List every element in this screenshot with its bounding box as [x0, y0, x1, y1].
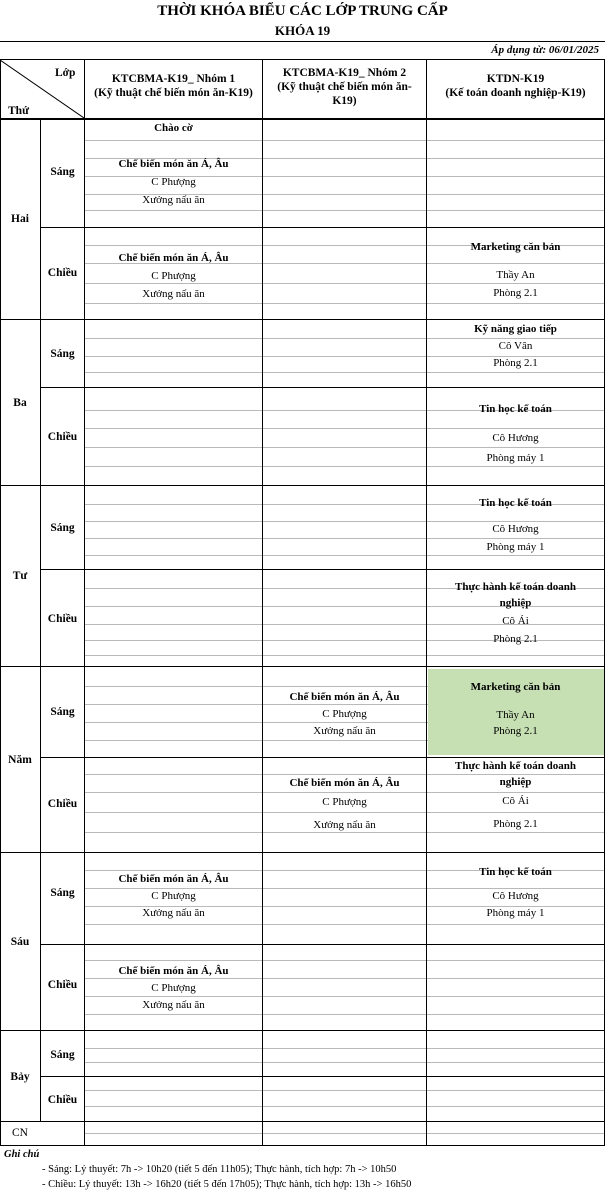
- subject: Chế biến món ăn Á, Âu: [118, 158, 229, 170]
- cell-sau-sang-c3: [427, 865, 604, 920]
- subject-cont: nghiệp: [499, 776, 532, 788]
- room: Phòng máy 1: [486, 907, 545, 919]
- header-diagonal: [0, 60, 84, 118]
- header-thu: Thứ: [8, 105, 29, 117]
- teacher: Cô Ái: [502, 615, 529, 627]
- row-line: [84, 924, 605, 925]
- teacher: C Phượng: [151, 890, 196, 902]
- room: Phòng 2.1: [493, 818, 538, 830]
- session-label-ba-chieu: Chiều: [47, 431, 78, 443]
- row-line: [84, 655, 605, 656]
- teacher: Cô Hương: [492, 432, 539, 444]
- header-col3-name: (Kế toán doanh nghiệp-K19): [445, 87, 586, 99]
- room: Xưởng nấu ăn: [313, 819, 376, 831]
- header-col3-code: KTDN-K19: [486, 73, 545, 85]
- session-label-ba-sang: Sáng: [50, 348, 75, 360]
- cell-hai-sang-c1: [85, 121, 262, 207]
- session-separator: [40, 569, 605, 570]
- row-line: [84, 1062, 605, 1063]
- subject: Marketing căn bản: [470, 681, 561, 693]
- header-bottom-border: [0, 118, 605, 120]
- note-line: - Sáng: Lý thuyết: 7h -> 10h20 (tiết 5 đến 11h05); Thực hành, tích hợp: 7h -> 10h50: [42, 1164, 397, 1175]
- note-line: - Chiều: Lý thuyết: 13h -> 16h20 (tiết 5 đến 17h05); Thực hành, tích hợp: 13h -> 16h50: [42, 1179, 412, 1190]
- day-separator: [0, 485, 605, 486]
- room: Xưởng nấu ăn: [142, 907, 205, 919]
- cell-tu-chieu-c3: [427, 580, 604, 646]
- room: Xưởng nấu ăn: [313, 725, 376, 737]
- session-label-bay-chieu: Chiều: [47, 1094, 78, 1106]
- row-line: [84, 832, 605, 833]
- cell-nam-sang-c2: [263, 690, 426, 738]
- session-label-nam-chieu: Chiều: [47, 798, 78, 810]
- day-separator: [0, 319, 605, 320]
- subject: Tin học kế toán: [479, 866, 552, 878]
- cell-sau-chieu-c1: [85, 964, 262, 1012]
- session-separator: [40, 227, 605, 228]
- header-col2-name2: K19): [332, 95, 357, 107]
- teacher: C Phượng: [151, 982, 196, 994]
- row-line: [84, 1090, 605, 1091]
- row-line: [84, 210, 605, 211]
- col-1-2: [262, 59, 263, 1145]
- session-label-tu-chieu: Chiều: [47, 613, 78, 625]
- notes: [4, 1147, 411, 1192]
- cell-hai-chieu-c1: [85, 251, 262, 301]
- row-line: [84, 466, 605, 467]
- cell-nam-chieu-c2: [263, 776, 426, 832]
- row-line: [84, 303, 605, 304]
- day-label-hai: Hai: [11, 213, 29, 225]
- room: Phòng 2.1: [493, 725, 538, 737]
- session-label-sau-chieu: Chiều: [47, 979, 78, 991]
- session-label-nam-sang: Sáng: [50, 706, 75, 718]
- cell-hai-chieu-c3: [427, 240, 604, 300]
- header-col1: [85, 72, 262, 100]
- session-label-hai-sang: Sáng: [50, 166, 75, 178]
- cell-ba-chieu-c3: [427, 402, 604, 465]
- room: Phòng 2.1: [493, 287, 538, 299]
- day-label-sau: Sáu: [10, 936, 30, 948]
- teacher: C Phượng: [322, 796, 367, 808]
- session-separator: [40, 387, 605, 388]
- subject: Chế biến món ăn Á, Âu: [118, 873, 229, 885]
- room: Phòng máy 1: [486, 452, 545, 464]
- notes-heading: Ghi chú: [4, 1149, 40, 1160]
- session-label-sau-sang: Sáng: [50, 887, 75, 899]
- cell-nam-sang-c3: [427, 680, 604, 738]
- day-label-ba: Ba: [13, 397, 27, 409]
- subject: Chế biến món ăn Á, Âu: [118, 965, 229, 977]
- session-separator: [40, 757, 605, 758]
- header-col3: [427, 72, 604, 100]
- teacher: Cô Hương: [492, 523, 539, 535]
- flag-ceremony: Chào cờ: [154, 122, 193, 134]
- subject: Tin học kế toán: [479, 403, 552, 415]
- teacher: Cô Vân: [498, 340, 533, 352]
- row-line: [84, 1048, 605, 1049]
- header-col1-name: (Kỹ thuật chế biến món ăn-K19): [94, 87, 253, 99]
- day-separator: [0, 1121, 605, 1122]
- row-line: [84, 1133, 605, 1134]
- room: Xưởng nấu ăn: [142, 288, 205, 300]
- session-label-tu-sang: Sáng: [50, 522, 75, 534]
- page-title: THỜI KHÓA BIỂU CÁC LỚP TRUNG CẤP: [157, 3, 448, 19]
- room: Xưởng nấu ăn: [142, 194, 205, 206]
- header-col2-code: KTCBMA-K19_ Nhóm 2: [282, 67, 407, 79]
- header-top-border: [0, 59, 605, 60]
- subject: Thực hành kế toán doanh: [455, 581, 576, 593]
- teacher: Thầy An: [496, 709, 535, 721]
- title-separator: [0, 41, 605, 42]
- day-label-nam: Năm: [8, 754, 32, 766]
- day-separator: [0, 666, 605, 667]
- header-lop: Lớp: [55, 67, 76, 79]
- page-subtitle: KHÓA 19: [274, 23, 331, 38]
- teacher: C Phượng: [151, 176, 196, 188]
- cell-nam-chieu-c3: [427, 759, 604, 831]
- row-line: [84, 1014, 605, 1015]
- room: Phòng 2.1: [493, 633, 538, 645]
- room: Xưởng nấu ăn: [142, 999, 205, 1011]
- header-col2-name: (Kỹ thuật chế biến món ăn-: [277, 81, 412, 93]
- teacher: C Phượng: [151, 270, 196, 282]
- row-line: [84, 372, 605, 373]
- room: Phòng máy 1: [486, 541, 545, 553]
- day-separator: [0, 1030, 605, 1031]
- cell-tu-sang-c3: [427, 496, 604, 554]
- session-label-bay-sang: Sáng: [50, 1049, 75, 1061]
- subject: Chế biến món ăn Á, Âu: [118, 252, 229, 264]
- subject: Thực hành kế toán doanh: [455, 760, 576, 772]
- cell-ba-sang-c3: [427, 322, 604, 370]
- room: Phòng 2.1: [493, 357, 538, 369]
- subject: Chế biến món ăn Á, Âu: [289, 777, 400, 789]
- apply-date: Áp dụng từ: 06/01/2025: [491, 44, 599, 56]
- session-separator: [40, 1076, 605, 1077]
- row-line: [84, 555, 605, 556]
- row-line: [84, 1106, 605, 1107]
- day-label-cn: CN: [12, 1127, 28, 1139]
- day-separator: [0, 1145, 605, 1146]
- day-separator: [0, 852, 605, 853]
- teacher: Cô Hương: [492, 890, 539, 902]
- header-col2: [263, 66, 426, 108]
- subject-cont: nghiệp: [499, 597, 532, 609]
- subject: Chế biến món ăn Á, Âu: [289, 691, 400, 703]
- subject: Marketing căn bản: [470, 241, 561, 253]
- teacher: Cô Ái: [502, 795, 529, 807]
- teacher: C Phượng: [322, 708, 367, 720]
- row-line: [84, 960, 605, 961]
- subject: Tin học kế toán: [479, 497, 552, 509]
- session-separator: [40, 944, 605, 945]
- day-label-tu: Tư: [12, 570, 28, 582]
- subject: Kỹ năng giao tiếp: [474, 323, 557, 335]
- cell-sau-sang-c1: [85, 872, 262, 920]
- header-col1-code: KTCBMA-K19_ Nhóm 1: [111, 73, 236, 85]
- day-label-bay: Bảy: [10, 1071, 30, 1083]
- session-label-hai-chieu: Chiều: [47, 267, 78, 279]
- teacher: Thầy An: [496, 269, 535, 281]
